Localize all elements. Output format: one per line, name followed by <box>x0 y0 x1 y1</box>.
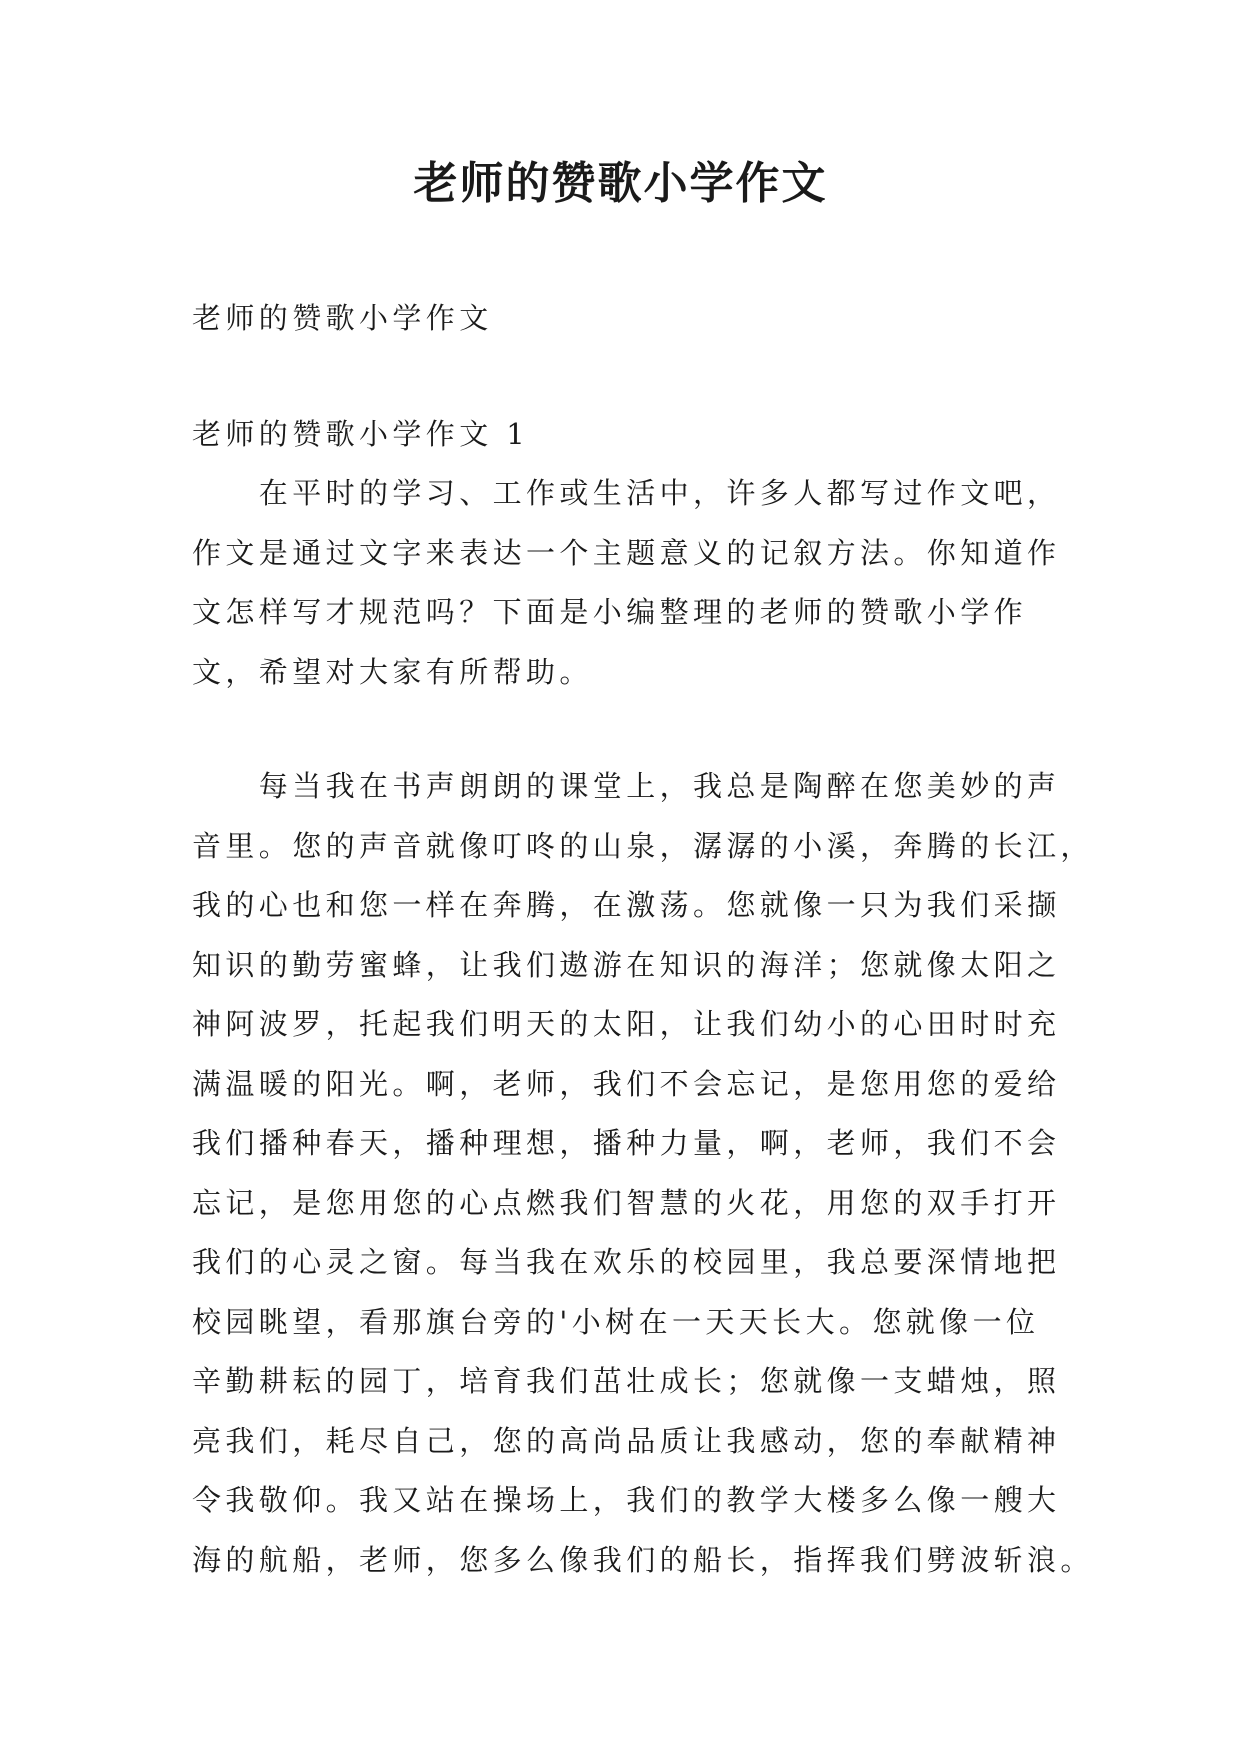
document-title: 老师的赞歌小学作文 <box>413 158 828 209</box>
paragraph-line: 文怎样写才规范吗？下面是小编整理的老师的赞歌小学作 <box>192 595 1028 629</box>
paragraph-line: 令我敬仰。我又站在操场上，我们的教学大楼多么像一艘大 <box>192 1483 1061 1517</box>
paragraph-line: 校园眺望，看那旗台旁的'小树在一天天长大。您就像一位 <box>192 1304 1040 1339</box>
document-subtitle: 老师的赞歌小学作文 <box>192 301 493 335</box>
paragraph-line: 知识的勤劳蜜蜂，让我们遨游在知识的海洋；您就像太阳之 <box>192 947 1061 982</box>
paragraph-line: 忘记，是您用您的心点燃我们智慧的火花，用您的双手打开 <box>192 1185 1061 1220</box>
paragraph-line: 满温暖的阳光。啊，老师，我们不会忘记，是您用您的爱给 <box>192 1066 1061 1101</box>
paragraph-line: 亮我们，耗尽自己，您的高尚品质让我感动，您的奉献精神 <box>192 1423 1061 1458</box>
paragraph-line: 每当我在书声朗朗的课堂上，我总是陶醉在您美妙的声 <box>258 769 1061 803</box>
section-heading: 老师的赞歌小学作文 1 <box>192 417 530 451</box>
document-subtitle-block <box>192 289 493 349</box>
section-heading-block <box>192 405 529 465</box>
paragraph-line: 我的心也和您一样在奔腾，在激荡。您就像一只为我们采撷 <box>192 888 1061 922</box>
paragraph-line: 辛勤耕耘的园丁，培育我们茁壮成长；您就像一支蜡烛，照 <box>192 1364 1061 1398</box>
paragraph-line: 我们的心灵之窗。每当我在欢乐的校园里，我总要深情地把 <box>192 1245 1061 1279</box>
paragraph-intro <box>192 464 1060 702</box>
paragraph-line: 神阿波罗，托起我们明天的太阳，让我们幼小的心田时时充 <box>192 1007 1061 1041</box>
paragraph-line: 海的航船，老师，您多么像我们的船长，指挥我们劈波斩浪。 <box>192 1542 1094 1577</box>
paragraph-line: 在平时的学习、工作或生活中，许多人都写过作文吧， <box>258 476 1061 510</box>
paragraph-line: 我们播种春天，播种理想，播种力量，啊，老师，我们不会 <box>192 1126 1061 1160</box>
paragraph-body <box>192 757 1094 1590</box>
paragraph-line: 文，希望对大家有所帮助。 <box>192 654 593 689</box>
paragraph-line: 音里。您的声音就像叮咚的山泉，潺潺的小溪，奔腾的长江， <box>192 828 1094 863</box>
paragraph-line: 作文是通过文字来表达一个主题意义的记叙方法。你知道作 <box>192 535 1061 570</box>
